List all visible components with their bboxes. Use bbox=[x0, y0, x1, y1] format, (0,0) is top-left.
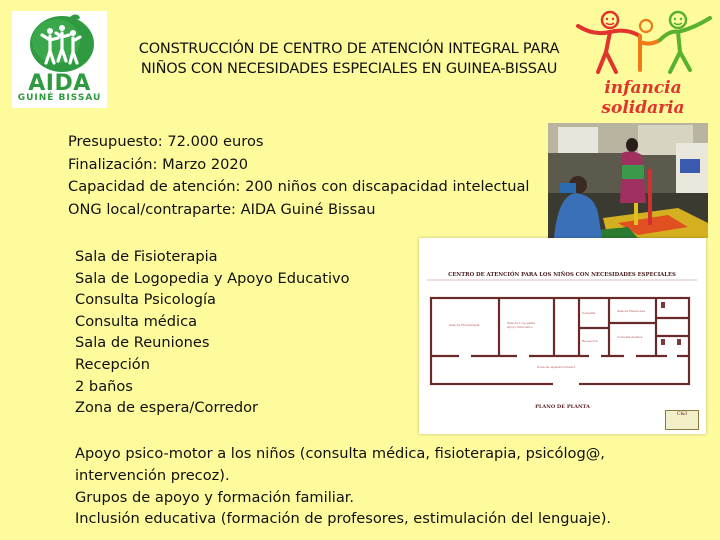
list-item: Zona de espera/Corredor bbox=[75, 399, 259, 417]
services-list bbox=[75, 443, 635, 530]
svg-text:Sala de Logopedia: Sala de Logopedia bbox=[507, 321, 536, 325]
list-item: Sala de Fisioterapia bbox=[75, 248, 218, 265]
floor-plan bbox=[419, 238, 706, 434]
list-item: Consulta Psicología bbox=[75, 291, 216, 309]
list-item: Apoyo psico-motor a los niños (consulta médica, fisioterapia, psicólog@, intervención precoz). bbox=[75, 445, 605, 484]
children-figures-icon bbox=[570, 6, 716, 80]
infancia-solidaria-logo bbox=[570, 6, 716, 118]
svg-text:Sala de Fisioterapia: Sala de Fisioterapia bbox=[449, 323, 480, 327]
partner-line: ONG local/contraparte: AIDA Guiné Bissau bbox=[68, 200, 376, 218]
list-item: Sala de Logopedia y Apoyo Educativo bbox=[75, 269, 350, 287]
infancia-solidaria-wordmark: infancia solidaria bbox=[601, 78, 685, 118]
list-item: Consulta médica bbox=[75, 312, 198, 330]
svg-text:Apoyo Educativo: Apoyo Educativo bbox=[507, 325, 533, 329]
svg-text:Sala de Reuniones: Sala de Reuniones bbox=[617, 309, 646, 313]
aida-logo bbox=[12, 11, 107, 108]
floor-plan-stamp: C&I bbox=[665, 410, 699, 430]
svg-text:Recepción: Recepción bbox=[582, 339, 598, 343]
list-item: 2 baños bbox=[75, 377, 133, 395]
list-item: Grupos de apoyo y formación familiar. bbox=[75, 488, 355, 506]
list-item: Sala de Reuniones bbox=[75, 334, 210, 352]
svg-text:Zona de espera/Corredor: Zona de espera/Corredor bbox=[537, 365, 576, 369]
list-item: Recepción bbox=[75, 355, 150, 373]
list-item: Inclusión educativa (formación de profesores, estimulación del lenguaje). bbox=[75, 510, 612, 528]
floor-plan-title: CENTRO DE ATENCIÓN PARA LOS NIÑOS CON NECESIDADES ESPECIALES bbox=[448, 272, 676, 278]
therapy-room-photo bbox=[548, 123, 708, 238]
svg-text:Consulta: Consulta bbox=[582, 311, 596, 315]
title-line-2: NIÑOS CON NECESIDADES ESPECIALES EN GUINEA-BISSAU bbox=[140, 61, 558, 77]
title-line-1: CONSTRUCCIÓN DE CENTRO DE ATENCIÓN INTEGRAL PARA bbox=[138, 41, 560, 57]
rooms-list bbox=[75, 246, 350, 419]
svg-text:Consulta médica: Consulta médica bbox=[617, 335, 643, 339]
floor-plan-label: PLANO DE PLANTA bbox=[535, 404, 590, 410]
budget-line: Presupuesto: 72.000 euros bbox=[68, 133, 264, 150]
aida-wordmark: AIDA bbox=[28, 71, 91, 96]
photo-image bbox=[548, 123, 708, 238]
project-info bbox=[68, 131, 530, 221]
page-title bbox=[118, 39, 580, 79]
completion-line: Finalización: Marzo 2020 bbox=[68, 155, 249, 173]
aida-emblem-icon bbox=[12, 11, 107, 73]
aida-subtitle: GUINÉ BISSAU bbox=[17, 93, 102, 103]
capacity-line: Capacidad de atención: 200 niños con discapacidad intelectual bbox=[68, 178, 530, 195]
